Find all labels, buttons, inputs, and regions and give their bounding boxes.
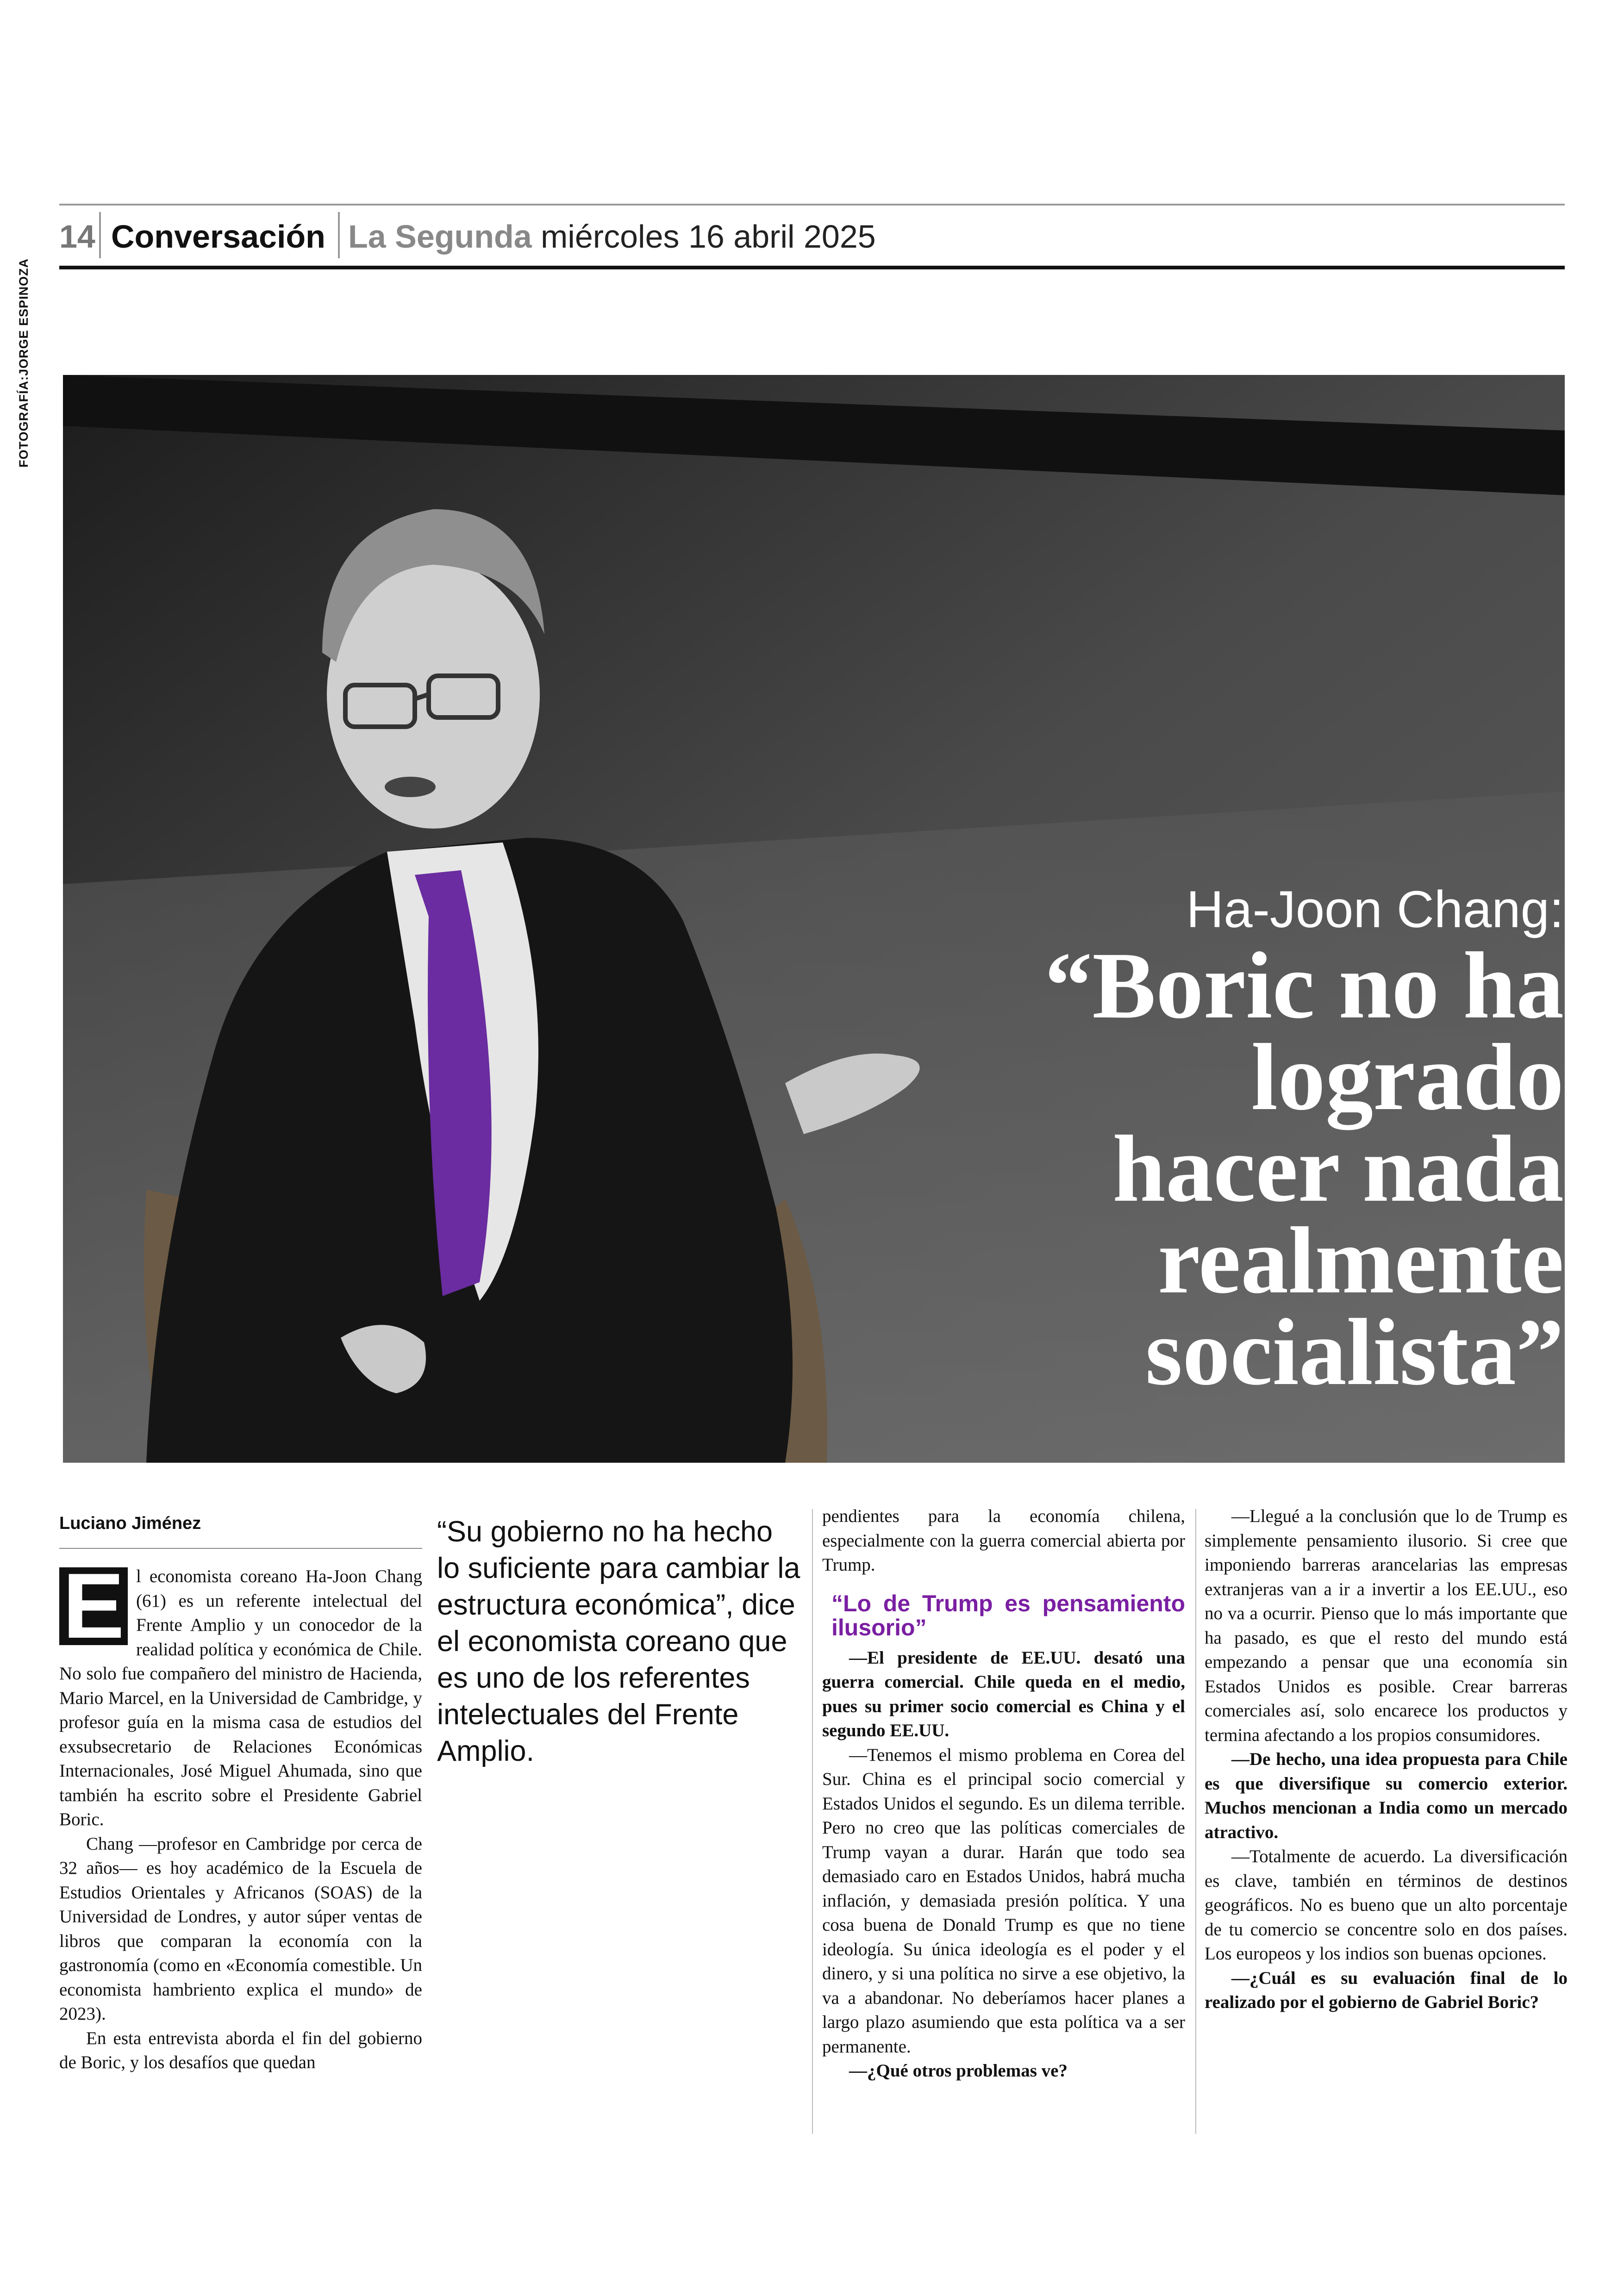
article-column-3 (822, 1504, 1185, 2083)
byline: Luciano Jiménez (59, 1514, 201, 1533)
answer: —Tenemos el mismo problema en Corea del Sur. China es el principal socio comercial y Estados Unidos el segundo. Es un dilema terrible. Pero no creo que las políticas comerciales de Trump vayan a durar. Harán que todo sea demasiado caro en Estados Unidos, habrá mucha inflación, y demasiada presión política. Y una cosa buena de Donald Trump es que no tiene ideología. Su única ideología es el poder y el dinero, y si una política no sirve a ese objetivo, la va a abandonar. No deberíamos hacer planes a largo plazo asumiendo que esta política va a ser permanente. (822, 1745, 1185, 2057)
headline (869, 932, 1564, 1405)
header-separator (99, 212, 101, 258)
photo-credit: FOTOGRAFÍA:JORGE ESPINOZA (17, 258, 31, 468)
answer: —Totalmente de acuerdo. La diversificación es clave, también en términos de destinos geográficos. No es bueno que un alto porcentaje de tu comercio se concentre solo en dos países. Los europeos y los indios son buenas opciones. (1205, 1846, 1568, 1964)
paragraph: pendientes para la economía chilena, especialmente con la guerra comercial abierta por Trump. (822, 1506, 1185, 1575)
headline-line: socialista” (1145, 1299, 1564, 1405)
question: —De hecho, una idea propuesta para Chile es que diversifique su comercio exterior. Muchos mencionan a India como un mercado atractivo. (1205, 1749, 1568, 1842)
issue-date: miércoles 16 abril 2025 (541, 218, 876, 255)
headline-line: “Boric no ha (1044, 932, 1564, 1038)
column-divider (812, 1509, 813, 2134)
answer: —Llegué a la conclusión que lo de Trump es simplemente pensamiento ilusorio. Si cree que imponiendo barreras arancelarias las empresas extranjeras van a ir a invertir a los EE.UU., eso no va a ocurrir. Pienso que lo más importante que ha pasado, es que el resto del mundo está empezando a pensar que una economía sin Estados Unidos es posible. Crear barreras comerciales así, solo encarece los productos y termina afectando a los propios consumidores. (1205, 1506, 1568, 1745)
column-divider (1195, 1509, 1196, 2134)
article-column-4 (1205, 1504, 1568, 2015)
interviewee-name: Ha-Joon Chang: (1186, 880, 1564, 938)
drop-cap: E (59, 1567, 128, 1645)
section-title: Conversación (111, 218, 325, 255)
header-separator (338, 212, 340, 258)
paragraph: Chang —profesor en Cambridge por cerca de 32 años— es hoy académico de la Escuela de Estudios Orientales y Africanos (SOAS) de la Universidad de Londres, y autor súper ventas de libros que comparan la economía con la gastronomía (como en «Economía comestible. Un economista hambriento explica el mundo» de 2023). (59, 1834, 422, 2024)
paragraph: l economista coreano Ha-Joon Chang (61) es un referente intelectual del Frente Amplio y un conocedor de la realidad política y económica de Chile. No solo fue compañero del ministro de Hacienda, Mario Marcel, en la Universidad de Cambridge, y profesor guía en la misma casa de estudios del exsubsecretario de Relaciones Económicas Internacionales, José Miguel Ahumada, sino que también ha escrito sobre el Presidente Gabriel Boric. (59, 1566, 422, 1829)
paragraph: En esta entrevista aborda el fin del gobierno de Boric, y los desafíos que quedan (59, 2028, 422, 2072)
headline-line: realmente (1157, 1207, 1564, 1313)
question: —¿Cuál es su evaluación final de lo realizado por el gobierno de Gabriel Boric? (1205, 1968, 1568, 2012)
newspaper-brand: La Segunda (348, 218, 532, 255)
question: —El presidente de EE.UU. desató una guerra comercial. Chile queda en el medio, pues su primer socio comercial es China y el segundo EE.UU. (822, 1647, 1185, 1740)
header-bottom-rule (59, 266, 1565, 269)
headline-line: hacer nada (1112, 1116, 1564, 1222)
headline-line: logrado (1251, 1024, 1564, 1130)
article-column-1 (59, 1554, 422, 2075)
byline-rule (59, 1548, 422, 1549)
page-number: 14 (59, 218, 95, 255)
header-top-rule (59, 204, 1565, 206)
subheading: “Lo de Trump es pensamiento ilusorio” (831, 1590, 1185, 1640)
question: —¿Qué otros problemas ve? (849, 2061, 1068, 2081)
pull-quote: “Su gobierno no ha hecho lo suficiente para cambiar la estructura económica”, dice el economista coreano que es uno de los referentes intelectuales del Frente Amplio. (437, 1515, 800, 1767)
